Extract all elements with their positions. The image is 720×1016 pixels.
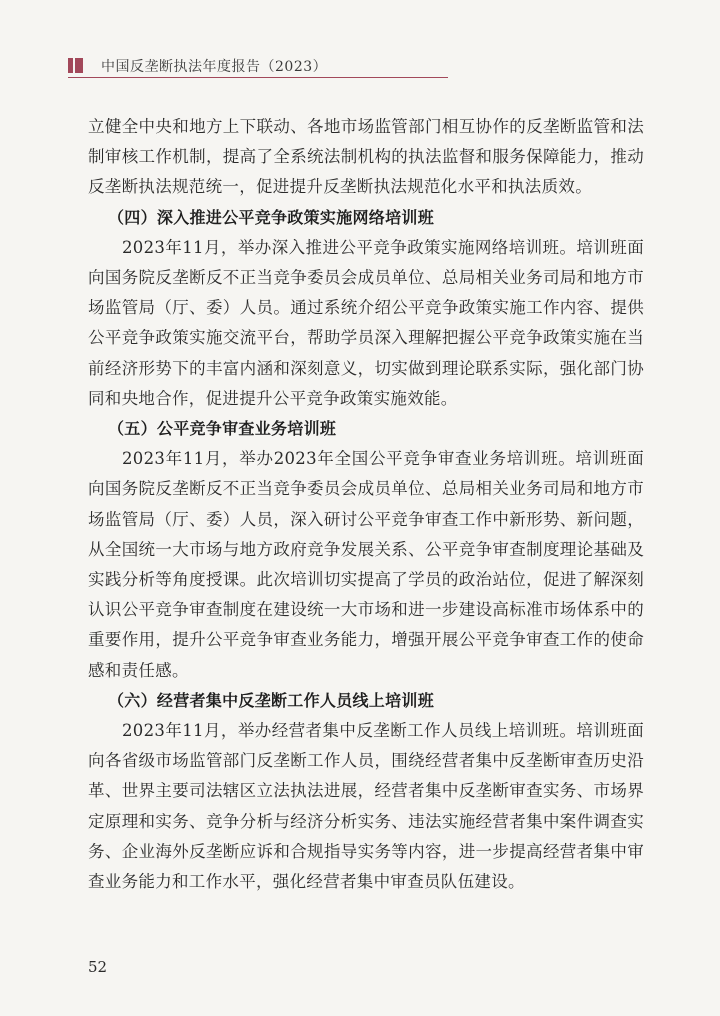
section-heading-6: （六）经营者集中反垄断工作人员线上培训班	[108, 690, 435, 710]
section-heading-4: （四）深入推进公平竞争政策实施网络培训班	[108, 207, 435, 227]
report-title: 中国反垄断执法年度报告（2023）	[101, 59, 328, 75]
running-header	[68, 52, 448, 78]
page-body	[88, 112, 644, 897]
intro-paragraph: 立健全中央和地方上下联动、各地市场监管部门相互协作的反垄断监管和法制审核工作机制，提高了全系统法制机构的执法监督和服务保障能力，推动反垄断执法规范统一，促进提升反垄断执法规范化水平和执法质效。	[88, 117, 644, 197]
section-body-6: 2023年11月，举办经营者集中反垄断工作人员线上培训班。培训班面向各省级市场监管部门反垄断工作人员，围绕经营者集中反垄断审查历史沿革、世界主要司法辖区立法执法进展，经营者集中反垄断审查实务、市场界定原理和实务、竞争分析与经济分析实务、违法实施经营者集中案件调查实务、企业海外反垄断应诉和合规指导实务等内容，进一步提高经营者集中审查业务能力和工作水平，强化经营者集中审查员队伍建设。	[88, 721, 644, 892]
bookmark-icon	[68, 58, 83, 73]
section-body-4: 2023年11月，举办深入推进公平竞争政策实施网络培训班。培训班面向国务院反垄断反不正当竞争委员会成员单位、总局相关业务司局和地方市场监管局（厅、委）人员。通过系统介绍公平竞争政策实施工作内容、提供公平竞争政策实施交流平台，帮助学员深入理解把握公平竞争政策实施在当前经济形势下的丰富内涵和深刻意义，切实做到理论联系实际，强化部门协同和央地合作，促进提升公平竞争政策实施效能。	[88, 237, 644, 408]
header-rule	[68, 77, 448, 78]
page-number: 52	[88, 958, 108, 976]
section-heading-5: （五）公平竞争审查业务培训班	[108, 419, 337, 439]
section-body-5: 2023年11月，举办2023年全国公平竞争审查业务培训班。培训班面向国务院反垄断反不正当竞争委员会成员单位、总局相关业务司局和地方市场监管局（厅、委）人员，深入研讨公平竞争审查工作中新形势、新问题，从全国统一大市场与地方政府竞争发展关系、公平竞争审查制度理论基础及实践分析等角度授课。此次培训切实提高了学员的政治站位，促进了解深刻认识公平竞争审查制度在建设统一大市场和进一步建设高标准市场体系中的重要作用，提升公平竞争审查业务能力，增强开展公平竞争审查工作的使命感和责任感。	[88, 449, 644, 680]
